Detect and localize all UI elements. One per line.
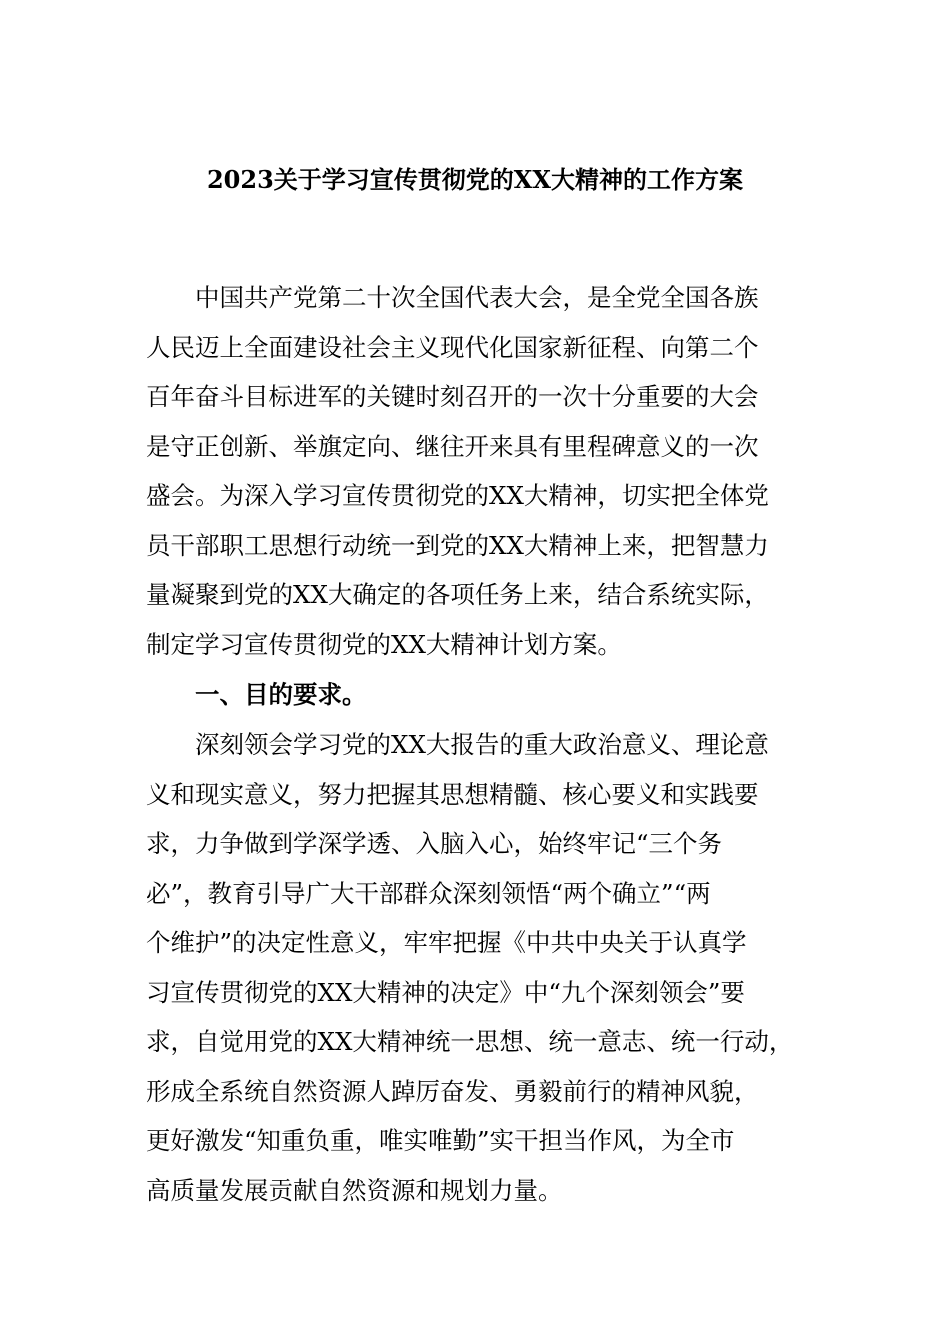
paragraph-line: 人民迈上全面建设社会主义现代化国家新征程、向第二个 <box>146 332 759 362</box>
paragraph-line: 高质量发展贡献自然资源和规划力量。 <box>146 1175 563 1205</box>
paragraph-line: 必”，教育引导广大干部群众深刻领悟“两个确立”“两 <box>146 878 711 908</box>
paragraph-line: 习宣传贯彻党的XX大精神的决定》中“九个深刻领会”要 <box>146 977 745 1007</box>
paragraph-line: 义和现实意义，努力把握其思想精髓、核心要义和实践要 <box>146 779 759 809</box>
paragraph-requirements <box>146 720 818 1215</box>
paragraph-line: 形成全系统自然资源人踔厉奋发、勇毅前行的精神风貌， <box>146 1076 759 1106</box>
paragraph-line: 求，力争做到学深学透、入脑入心，始终牢记“三个务 <box>146 829 723 858</box>
document-title: 2023关于学习宣传贯彻党的XX大精神的工作方案 <box>206 165 744 194</box>
paragraph-line: 制定学习宣传贯彻党的XX大精神计划方案。 <box>146 629 622 659</box>
paragraph-line: 量凝聚到党的XX大确定的各项任务上来，结合系统实际， <box>146 580 769 609</box>
paragraph-line: 中国共产党第二十次全国代表大会，是全党全国各族 <box>195 283 759 312</box>
paragraph-line: 求，自觉用党的XX大精神统一思想、统一意志、统一行动， <box>146 1027 794 1056</box>
section-heading: 一、目的要求。 <box>195 680 367 709</box>
paragraph-line: 百年奋斗目标进军的关键时刻召开的一次十分重要的大会 <box>146 382 759 411</box>
paragraph-line: 盛会。为深入学习宣传贯彻党的XX大精神，切实把全体党 <box>146 481 769 510</box>
paragraph-line: 更好激发“知重负重，唯实唯勤”实干担当作风，为全市 <box>146 1126 735 1155</box>
paragraph-line: 是守正创新、举旗定向、继往开来具有里程碑意义的一次 <box>146 431 759 461</box>
paragraph-line: 个维护”的决定性意义，牢牢把握《中共中央关于认真学 <box>146 928 747 957</box>
paragraph-line: 员干部职工思想行动统一到党的XX大精神上来，把智慧力 <box>146 530 769 560</box>
paragraph-line: 深刻领会学习党的XX大报告的重大政治意义、理论意 <box>195 730 769 759</box>
paragraph-intro <box>146 273 818 669</box>
